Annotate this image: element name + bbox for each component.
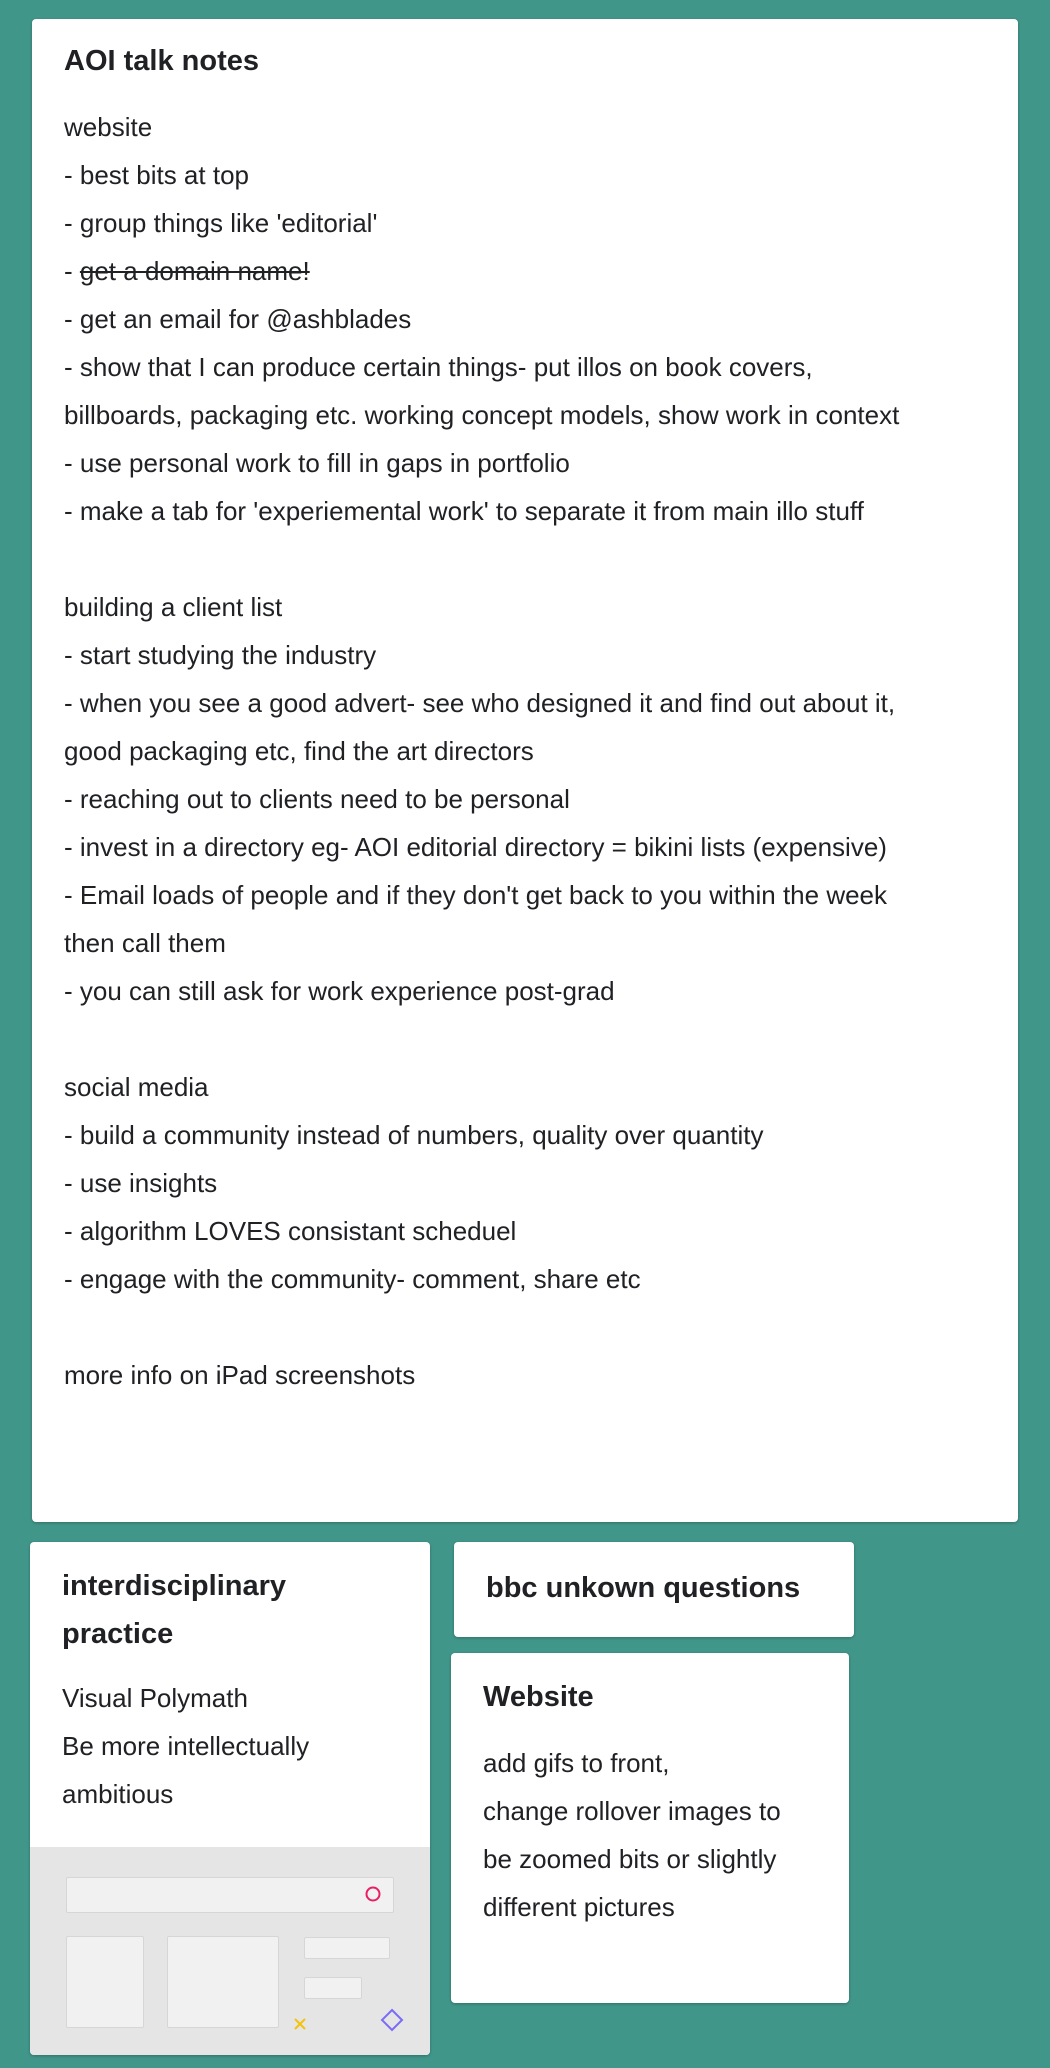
drawing-preview[interactable]: [30, 1847, 430, 2055]
note-title: AOI talk notes: [64, 45, 259, 77]
note-line: - group things like 'editorial': [64, 208, 378, 238]
note-line: - start studying the industry: [64, 640, 377, 670]
note-line: - engage with the community- comment, share etc: [64, 1264, 641, 1294]
note-line: ambitious: [62, 1779, 174, 1809]
note-line: - show that I can produce certain things- put illos on book covers,: [64, 352, 813, 382]
preview-block: [167, 1936, 279, 2028]
note-line-strikethrough: - get a domain name!: [64, 256, 310, 286]
note-line: - make a tab for 'experiemental work' to separate it from main illo stuff: [64, 496, 864, 526]
note-line: more info on iPad screenshots: [64, 1360, 416, 1390]
preview-bar: [304, 1937, 390, 1959]
note-line: be zoomed bits or slightly: [483, 1844, 777, 1874]
note-title-line: interdisciplinary: [62, 1570, 287, 1602]
note-line: - when you see a good advert- see who designed it and find out about it,: [64, 688, 896, 718]
preview-bar: [304, 1977, 362, 1999]
note-line: building a client list: [64, 592, 283, 622]
note-line: - best bits at top: [64, 160, 249, 190]
note-line: change rollover images to: [483, 1796, 781, 1826]
note-line: good packaging etc, find the art directors: [64, 736, 534, 766]
note-line: - get an email for @ashblades: [64, 304, 412, 334]
note-line-blank: [64, 1303, 986, 1351]
note-line: different pictures: [483, 1892, 675, 1922]
note-line: - you can still ask for work experience post-grad: [64, 976, 615, 1006]
note-line: then call them: [64, 928, 226, 958]
preview-bar: [66, 1877, 394, 1913]
note-line: - algorithm LOVES consistant scheduel: [64, 1216, 517, 1246]
diamond-icon: [380, 2008, 404, 2032]
note-line-blank: [64, 1015, 986, 1063]
note-line: website: [64, 112, 153, 142]
note-line: - invest in a directory eg- AOI editorial directory = bikini lists (expensive): [64, 832, 887, 862]
note-line: add gifs to front,: [483, 1748, 670, 1778]
note-line: - reaching out to clients need to be personal: [64, 784, 570, 814]
note-line: - use insights: [64, 1168, 218, 1198]
note-line: Visual Polymath: [62, 1683, 248, 1713]
preview-block: [66, 1936, 144, 2028]
circle-icon: [364, 1885, 382, 1903]
note-card-website[interactable]: [451, 1653, 849, 2003]
strikethrough-text: get a domain name!: [79, 256, 310, 286]
note-line-blank: [64, 535, 986, 583]
note-line: Be more intellectually: [62, 1731, 310, 1761]
note-card-bbc-unkown-questions[interactable]: [454, 1542, 854, 1637]
note-line: billboards, packaging etc. working concept models, show work in context: [64, 400, 900, 430]
note-line: - Email loads of people and if they don't get back to you within the week: [64, 880, 888, 910]
note-line: social media: [64, 1072, 209, 1102]
note-card-interdisciplinary-practice[interactable]: [30, 1542, 430, 2055]
note-body: [64, 103, 986, 1399]
note-title: [62, 1562, 400, 1658]
cross-icon: [292, 2016, 308, 2032]
note-line: - build a community instead of numbers, quality over quantity: [64, 1120, 764, 1150]
note-title-line: practice: [62, 1618, 174, 1650]
note-title: bbc unkown questions: [486, 1572, 801, 1604]
note-title: Website: [483, 1681, 594, 1713]
note-line: - use personal work to fill in gaps in portfolio: [64, 448, 570, 478]
note-card-aoi-talk-notes[interactable]: [32, 19, 1018, 1522]
